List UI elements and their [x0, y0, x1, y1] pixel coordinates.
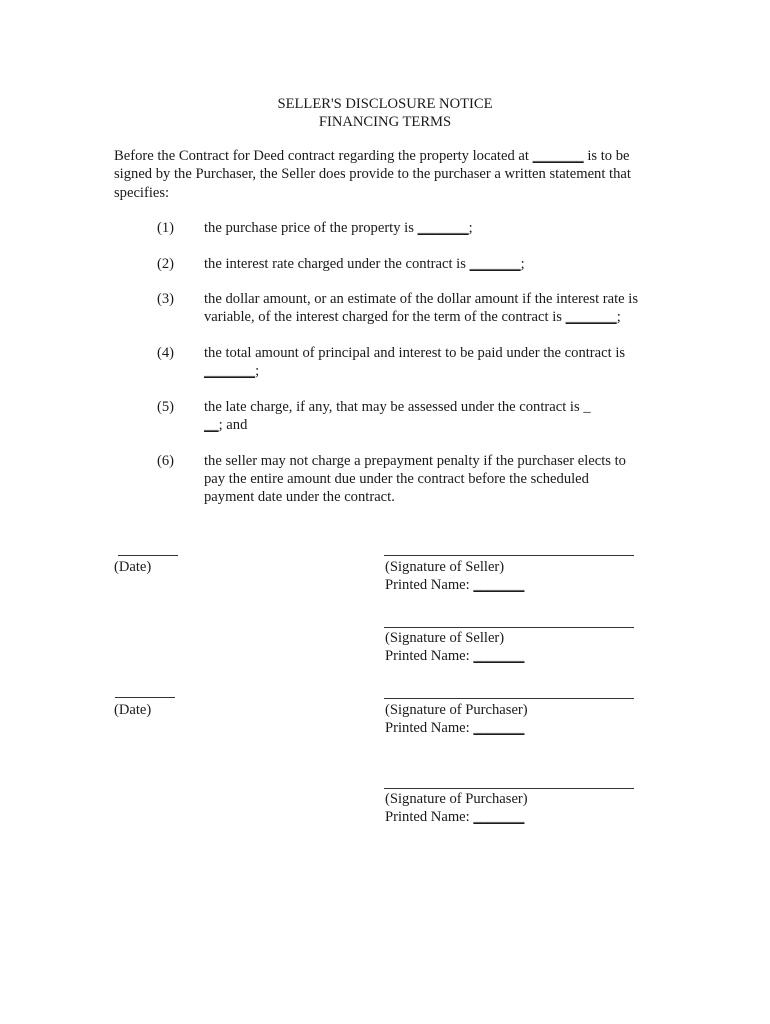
seller-signature-line-2[interactable]: [384, 627, 634, 628]
intro-text-b: is to be: [587, 148, 630, 164]
printed-name-label: Printed Name:: [385, 648, 470, 664]
purchaser-signature-line-1[interactable]: [384, 698, 634, 699]
intro-line-3: specifies:: [114, 184, 170, 201]
printed-name-blank[interactable]: _______: [473, 648, 525, 664]
date-label-2: (Date): [114, 702, 152, 718]
purchaser-signature-line-2[interactable]: [384, 788, 634, 789]
printed-name-label: Printed Name:: [385, 577, 470, 593]
item-number: (5): [157, 399, 175, 415]
item-number: (1): [157, 220, 175, 236]
seller-signature-label-1: (Signature of Seller): [385, 559, 505, 575]
item-text-line: payment date under the contract.: [204, 489, 395, 505]
item-text-body: the interest rate charged under the contract is: [204, 256, 466, 272]
interest-rate-blank: _______: [469, 256, 521, 272]
late-charge-blank-start: _: [583, 399, 591, 415]
purchaser-signature-label-1: (Signature of Purchaser): [385, 702, 528, 718]
date-label-1: (Date): [114, 559, 152, 575]
item-number: (6): [157, 453, 175, 469]
item-text: [204, 219, 664, 237]
item-end: ;: [255, 363, 260, 379]
document-title: SELLER'S DISCLOSURE NOTICE: [277, 96, 493, 112]
printed-name-blank[interactable]: _______: [473, 809, 525, 825]
item-text: [204, 398, 664, 434]
seller-printed-name-2: [385, 647, 524, 665]
date-line-2[interactable]: [115, 697, 175, 698]
intro-line-1: [114, 147, 664, 165]
seller-printed-name-1: [385, 576, 524, 594]
total-amount-blank: _______: [204, 363, 256, 379]
item-text-line: [204, 416, 664, 434]
purchase-price-blank: _______: [417, 220, 469, 236]
item-end: ; and: [218, 417, 248, 433]
late-charge-blank-end: __: [204, 417, 219, 433]
interest-charged-blank: _______: [565, 309, 617, 325]
item-end: ;: [616, 309, 621, 325]
item-number: (4): [157, 345, 175, 361]
item-text-line: the seller may not charge a prepayment penalty if the purchaser elects to: [204, 453, 626, 469]
item-text-line: the dollar amount, or an estimate of the dollar amount if the interest rate is: [204, 291, 639, 307]
item-number: (2): [157, 256, 175, 272]
item-text-line: [204, 398, 664, 416]
intro-text-a: Before the Contract for Deed contract regarding the property located at: [114, 148, 529, 164]
purchaser-printed-name-2: [385, 808, 524, 826]
intro-paragraph: [114, 147, 664, 202]
item-number: (3): [157, 291, 175, 307]
item-text-body: the purchase price of the property is: [204, 220, 414, 236]
item-text-line: pay the entire amount due under the contract before the scheduled: [204, 471, 589, 487]
item-text: [204, 290, 664, 326]
item-text-line: the total amount of principal and interest to be paid under the contract is: [204, 345, 626, 361]
seller-signature-line-1[interactable]: [384, 555, 634, 556]
item-end: ;: [468, 220, 473, 236]
purchaser-printed-name-1: [385, 719, 524, 737]
date-line-1[interactable]: [118, 555, 178, 556]
printed-name-blank[interactable]: _______: [473, 577, 525, 593]
printed-name-label: Printed Name:: [385, 720, 470, 736]
property-location-blank: _______: [532, 148, 584, 164]
seller-signature-label-2: (Signature of Seller): [385, 630, 505, 646]
item-text-line: [204, 362, 664, 380]
item-text: [204, 452, 664, 506]
document-subtitle: FINANCING TERMS: [318, 114, 452, 130]
item-end: ;: [520, 256, 525, 272]
purchaser-signature-label-2: (Signature of Purchaser): [385, 791, 528, 807]
item-text-line: [204, 308, 664, 326]
item-text: [204, 255, 664, 273]
item-text-body: the late charge, if any, that may be assessed under the contract is: [204, 399, 580, 415]
printed-name-blank[interactable]: _______: [473, 720, 525, 736]
intro-line-2: signed by the Purchaser, the Seller does provide to the purchaser a written statement that: [114, 166, 631, 183]
printed-name-label: Printed Name:: [385, 809, 470, 825]
item-text: [204, 344, 664, 380]
item-text-body: variable, of the interest charged for the term of the contract is: [204, 309, 562, 325]
